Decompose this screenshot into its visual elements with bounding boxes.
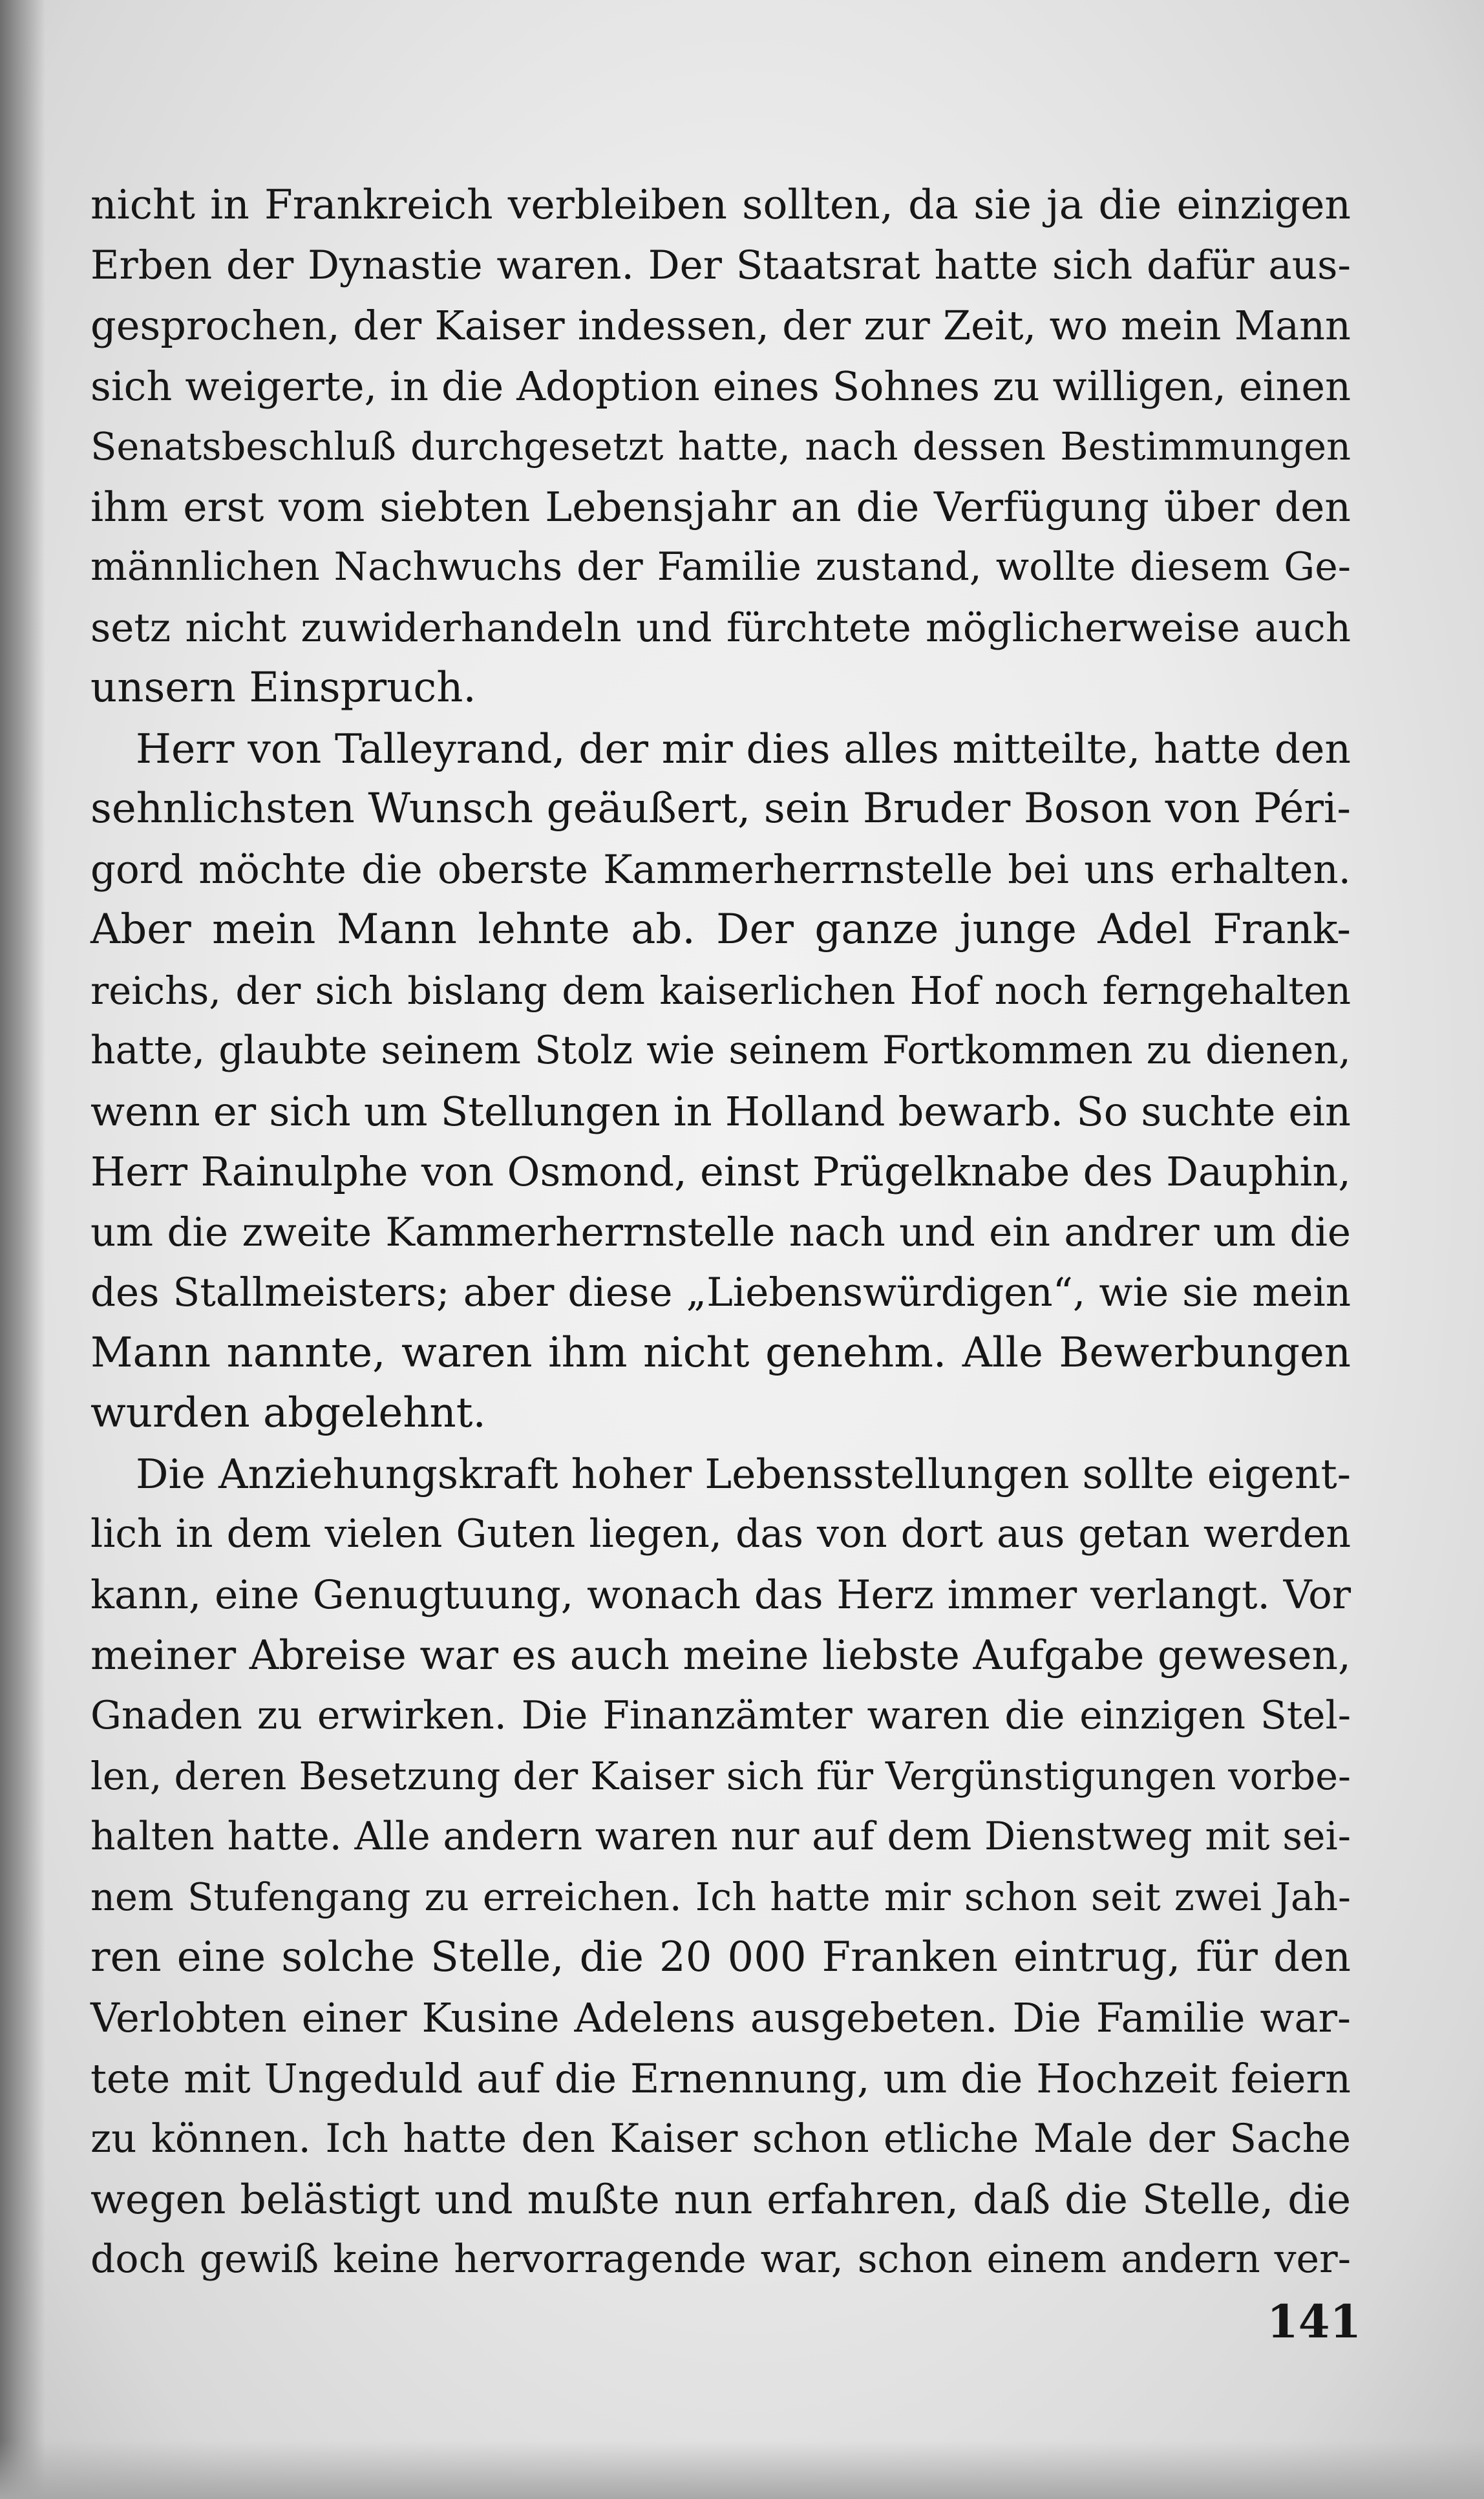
text-line: Herr Rainulphe von Osmond, einst Prügelknabe des Dauphin,: [90, 1148, 1351, 1195]
text-line: männlichen Nachwuchs der Familie zustand, wollte diesem Ge-: [90, 544, 1351, 590]
text-line: sehnlichsten Wunsch geäußert, sein Bruder Boson von Péri-: [90, 785, 1351, 833]
text-line: Mann nannte, waren ihm nicht genehm. Alle Bewerbungen: [90, 1328, 1351, 1377]
text-line: wurden abgelehnt.: [90, 1389, 486, 1437]
text-line: hatte, glaubte seinem Stolz wie seinem Fortkommen zu dienen,: [90, 1028, 1351, 1073]
text-line: um die zweite Kammerherrnstelle nach und ein andrer um die: [90, 1209, 1351, 1255]
paragraph-first-line: Herr von Talleyrand, der mir dies alles mitteilte, hatte den: [136, 725, 1351, 772]
text-line: tete mit Ungeduld auf die Ernennung, um die Hochzeit feiern: [90, 2054, 1351, 2102]
text-line: Verlobten einer Kusine Adelens ausgebeten. Die Familie war-: [90, 1994, 1351, 2041]
text-line: Senatsbeschluß durchgesetzt hatte, nach dessen Bestimmungen: [90, 424, 1351, 469]
text-line: ren eine solche Stelle, die 20 000 Franken eintrug, für den: [90, 1933, 1351, 1981]
text-line: nem Stufengang zu erreichen. Ich hatte mir schon seit zwei Jah-: [90, 1875, 1351, 1919]
page-number: 141: [1267, 2295, 1362, 2348]
text-line: sich weigerte, in die Adoption eines Sohnes zu willigen, einen: [90, 362, 1351, 410]
text-line: Erben der Dynastie waren. Der Staatsrat hatte sich dafür aus-: [90, 242, 1351, 288]
text-line: halten hatte. Alle andern waren nur auf dem Dienstweg mit sei-: [90, 1813, 1351, 1859]
text-line: wenn er sich um Stellungen in Holland bewarb. So suchte ein: [90, 1087, 1351, 1135]
text-line: setz nicht zuwiderhandeln und fürchtete möglicherweise auch: [90, 604, 1351, 651]
text-line: des Stallmeisters; aber diese „Liebenswürdigen“, wie sie mein: [90, 1270, 1351, 1315]
text-line: kann, eine Genugtuung, wonach das Herz immer verlangt. Vor: [90, 1571, 1351, 1618]
text-line: unsern Einspruch.: [90, 664, 476, 712]
text-line: wegen belästigt und mußte nun erfahren, daß die Stelle, die: [90, 2175, 1351, 2223]
page-gutter-shadow: [0, 0, 45, 2499]
text-line: zu können. Ich hatte den Kaiser schon etliche Male der Sache: [90, 2116, 1351, 2162]
text-line: Aber mein Mann lehnte ab. Der ganze junge Adel Frank-: [90, 906, 1351, 953]
text-line: lich in dem vielen Guten liegen, das von dort aus getan werden: [90, 1511, 1351, 1557]
text-line: gesprochen, der Kaiser indessen, der zur Zeit, wo mein Mann: [90, 302, 1351, 349]
text-line: reichs, der sich bislang dem kaiserlichen Hof noch ferngehalten: [90, 968, 1351, 1013]
text-line: meiner Abreise war es auch meine liebste Aufgabe gewesen,: [90, 1632, 1351, 1679]
text-line: Gnaden zu erwirken. Die Finanzämter waren die einzigen Stel-: [90, 1692, 1351, 1738]
body-text: [90, 175, 1351, 2290]
text-line: ihm erst vom siebten Lebensjahr an die Verfügung über den: [90, 483, 1351, 531]
paragraph-first-line: Die Anziehungskraft hoher Lebensstellungen sollte eigent-: [136, 1450, 1351, 1498]
page-bottom-shadow: [0, 2441, 1484, 2499]
text-line: len, deren Besetzung der Kaiser sich für Vergünstigungen vorbe-: [90, 1754, 1351, 1798]
text-line: gord möchte die oberste Kammerherrnstelle bei uns erhalten.: [90, 846, 1351, 893]
text-line: doch gewiß keine hervorragende war, schon einem andern ver-: [90, 2237, 1351, 2282]
text-line: nicht in Frankreich verbleiben sollten, da sie ja die einzigen: [90, 181, 1351, 228]
